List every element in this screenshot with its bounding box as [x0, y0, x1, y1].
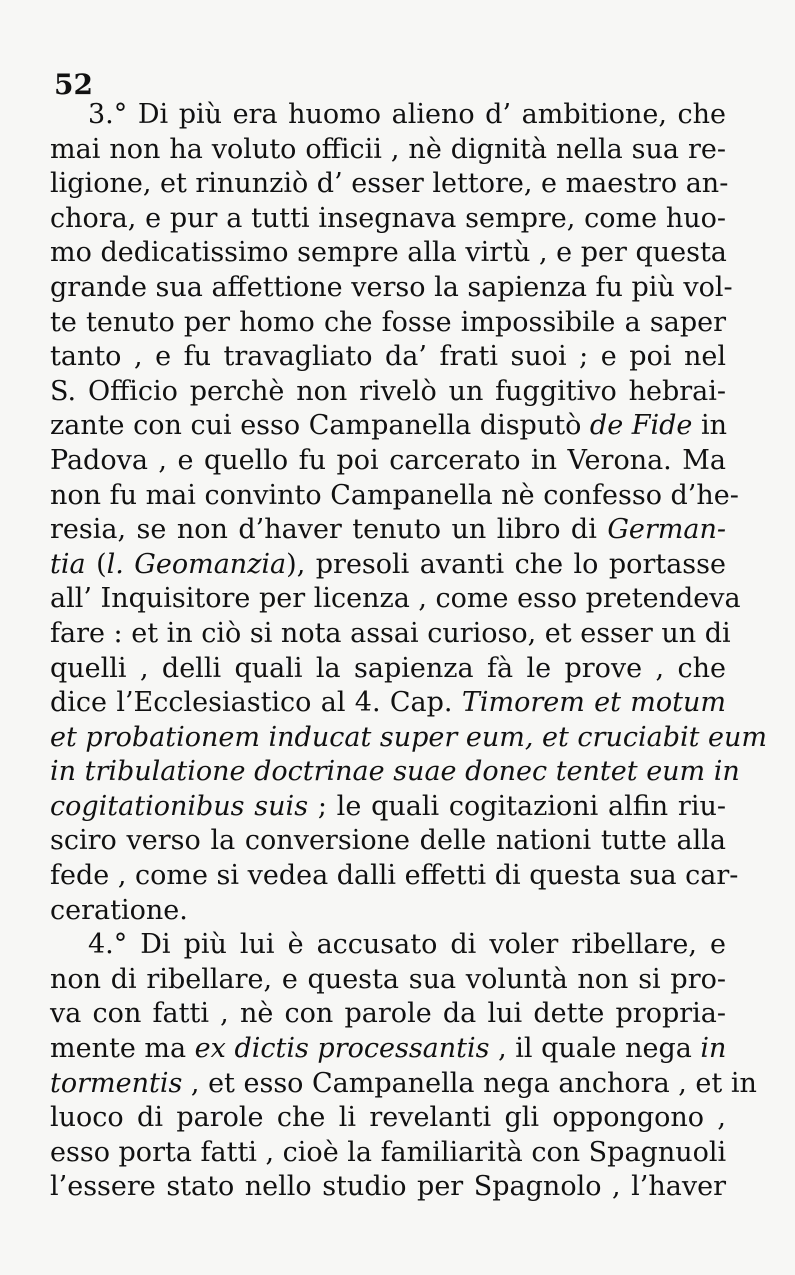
text-line	[50, 790, 726, 825]
text-line	[50, 133, 726, 168]
text-segment: all’ Inquisitore per licenza , come esso pretendeva	[50, 583, 741, 615]
text-line	[50, 340, 726, 375]
text-line	[50, 824, 726, 859]
text-segment: , il quale nega	[489, 1033, 701, 1065]
text-segment: tanto , e fu travagliato da’ frati suoi ; e poi nel	[50, 341, 726, 373]
text-segment: S. Officio perchè non rivelò un fuggitivo hebrai-	[50, 375, 726, 407]
italic-text: et probationem inducat super eum, et cruciabit eum	[50, 721, 768, 753]
text-segment: mente ma	[50, 1033, 195, 1065]
text-segment: sciro verso la conversione delle nationi tutte alla	[50, 825, 726, 857]
text-segment: resia, se non d’haver tenuto un libro di	[50, 514, 608, 546]
text-line	[50, 686, 726, 721]
text-line	[50, 652, 726, 687]
italic-text: l. Geomanzia	[106, 548, 287, 580]
text-line	[50, 236, 726, 271]
italic-text: cogitationibus suis	[50, 790, 309, 822]
italic-text: de Fide	[589, 410, 693, 442]
italic-text: in	[700, 1033, 727, 1065]
text-line	[50, 513, 726, 548]
text-line	[50, 444, 726, 479]
text-segment: grande sua affettione verso la sapienza fu più vol-	[50, 271, 733, 303]
text-segment: l’essere stato nello studio per Spagnolo , l’haver	[50, 1171, 726, 1203]
text-line	[50, 306, 726, 341]
text-line	[50, 1032, 726, 1067]
text-line	[50, 409, 726, 444]
text-segment: Padova , e quello fu poi carcerato in Verona. Ma	[50, 444, 726, 476]
text-line	[50, 1067, 757, 1102]
text-line	[50, 1170, 726, 1205]
text-segment: ceratione.	[50, 894, 188, 926]
text-segment: esso porta fatti , cioè la familiarità con Spagnuoli	[50, 1136, 727, 1168]
text-line	[50, 859, 739, 894]
text-segment: 4.° Di più lui è accusato di voler ribellare, e	[88, 929, 726, 961]
text-segment: (	[85, 548, 107, 580]
text-segment: , et esso Campanella nega anchora , et in	[182, 1067, 757, 1099]
text-segment: mo dedicatissimo sempre alla virtù , e per questa	[50, 237, 727, 269]
text-line	[50, 375, 726, 410]
text-line	[50, 617, 731, 652]
text-line	[50, 963, 726, 998]
text-segment: mai non ha voluto officii , nè dignità nella sua re-	[50, 133, 726, 165]
text-segment: non di ribellare, e questa sua voluntà non si pro-	[50, 963, 726, 995]
text-segment: luoco di parole che li revelanti gli oppongono ,	[50, 1102, 726, 1134]
text-segment: va con fatti , nè con parole da lui dette propria-	[50, 998, 726, 1030]
text-segment: te tenuto per homo che fosse impossibile a saper	[50, 306, 726, 338]
italic-text: ex dictis processantis	[194, 1033, 490, 1065]
text-line	[50, 721, 768, 756]
text-line	[50, 271, 733, 306]
text-segment: dice l’Ecclesiastico al 4. Cap.	[50, 687, 462, 719]
text-line	[50, 928, 726, 963]
italic-text: Timorem et motum	[461, 687, 727, 719]
text-segment: in	[692, 410, 728, 442]
text-segment: ; le quali cogitazioni alfin riu-	[308, 790, 726, 822]
text-segment: fede , come si vedea dalli effetti di questa sua car-	[50, 860, 739, 892]
text-line	[50, 894, 726, 929]
text-segment: ligione, et rinunziò d’ esser lettore, e maestro an-	[50, 168, 729, 200]
body-text	[50, 98, 768, 1205]
text-line	[50, 479, 739, 514]
text-segment: quelli , delli quali la sapienza fà le prove , che	[50, 652, 726, 684]
text-segment: ), presoli avanti che lo portasse	[286, 548, 726, 580]
italic-text: German-	[607, 514, 726, 546]
italic-text: in tribulatione doctrinae suae donec tentet eum in	[50, 756, 740, 788]
text-line	[50, 548, 726, 583]
text-line	[50, 98, 726, 133]
text-segment: 3.° Di più era huomo alieno d’ ambitione, che	[88, 99, 726, 130]
italic-text: tia	[50, 548, 86, 580]
text-segment: non fu mai convinto Campanella nè confesso d’he-	[50, 479, 739, 511]
text-line	[50, 997, 726, 1032]
text-line	[50, 1101, 726, 1136]
text-line	[50, 755, 740, 790]
text-line	[50, 202, 726, 237]
text-line	[50, 1136, 726, 1171]
italic-text: tormentis	[50, 1067, 183, 1099]
text-line	[50, 582, 741, 617]
text-segment: fare : et in ciò si nota assai curioso, et esser un di	[50, 617, 731, 649]
text-segment: chora, e pur a tutti insegnava sempre, come huo-	[50, 202, 726, 234]
text-segment: zante con cui esso Campanella disputò	[50, 410, 590, 442]
text-line	[50, 167, 729, 202]
page-number: 52	[54, 68, 93, 101]
